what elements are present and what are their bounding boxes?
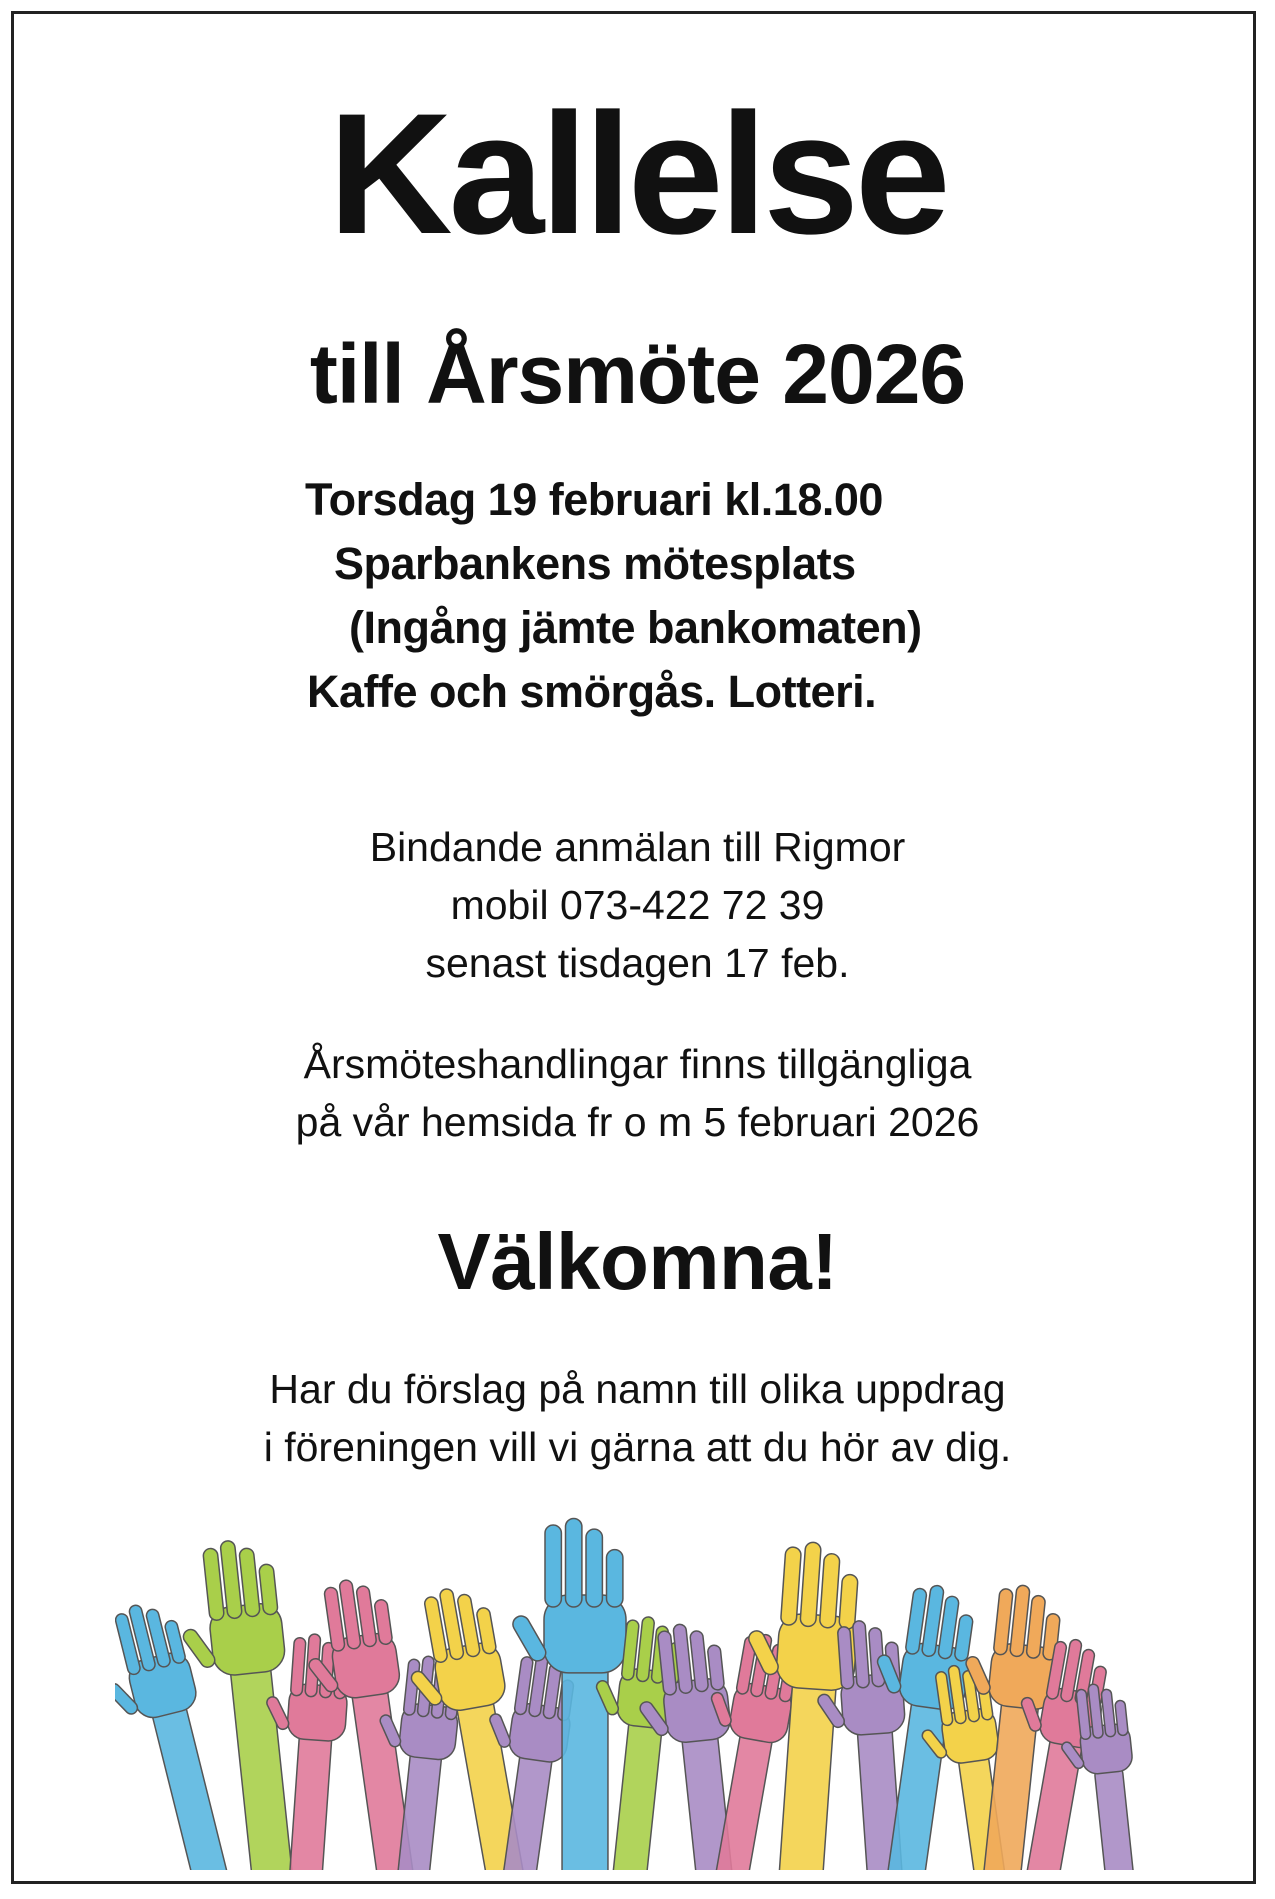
raised-hands-illustration <box>115 1495 1160 1870</box>
nominations-info <box>0 1360 1275 1476</box>
nominations-line: Har du förslag på namn till olika uppdrag <box>269 1366 1006 1412</box>
nominations-line: i föreningen vill vi gärna att du hör av dig. <box>263 1424 1012 1470</box>
meeting-date: Torsdag 19 februari kl.18.00 <box>305 474 883 525</box>
registration-phone: mobil 073-422 72 39 <box>450 882 825 928</box>
meeting-entrance: (Ingång jämte bankomaten) <box>349 602 922 653</box>
meeting-refreshments: Kaffe och smörgås. Lotteri. <box>307 666 877 717</box>
registration-info <box>0 818 1275 992</box>
poster-subtitle: till Årsmöte 2026 <box>309 327 966 421</box>
meeting-venue: Sparbankens mötesplats <box>334 538 856 589</box>
registration-deadline: senast tisdagen 17 feb. <box>425 940 850 986</box>
documents-line: på vår hemsida fr o m 5 februari 2026 <box>295 1099 980 1145</box>
poster-title: Kallelse <box>328 78 947 270</box>
documents-line: Årsmöteshandlingar finns tillgängliga <box>303 1041 972 1087</box>
welcome-heading: Välkomna! <box>437 1217 838 1306</box>
documents-info <box>0 1035 1275 1151</box>
registration-line: Bindande anmälan till Rigmor <box>369 824 906 870</box>
